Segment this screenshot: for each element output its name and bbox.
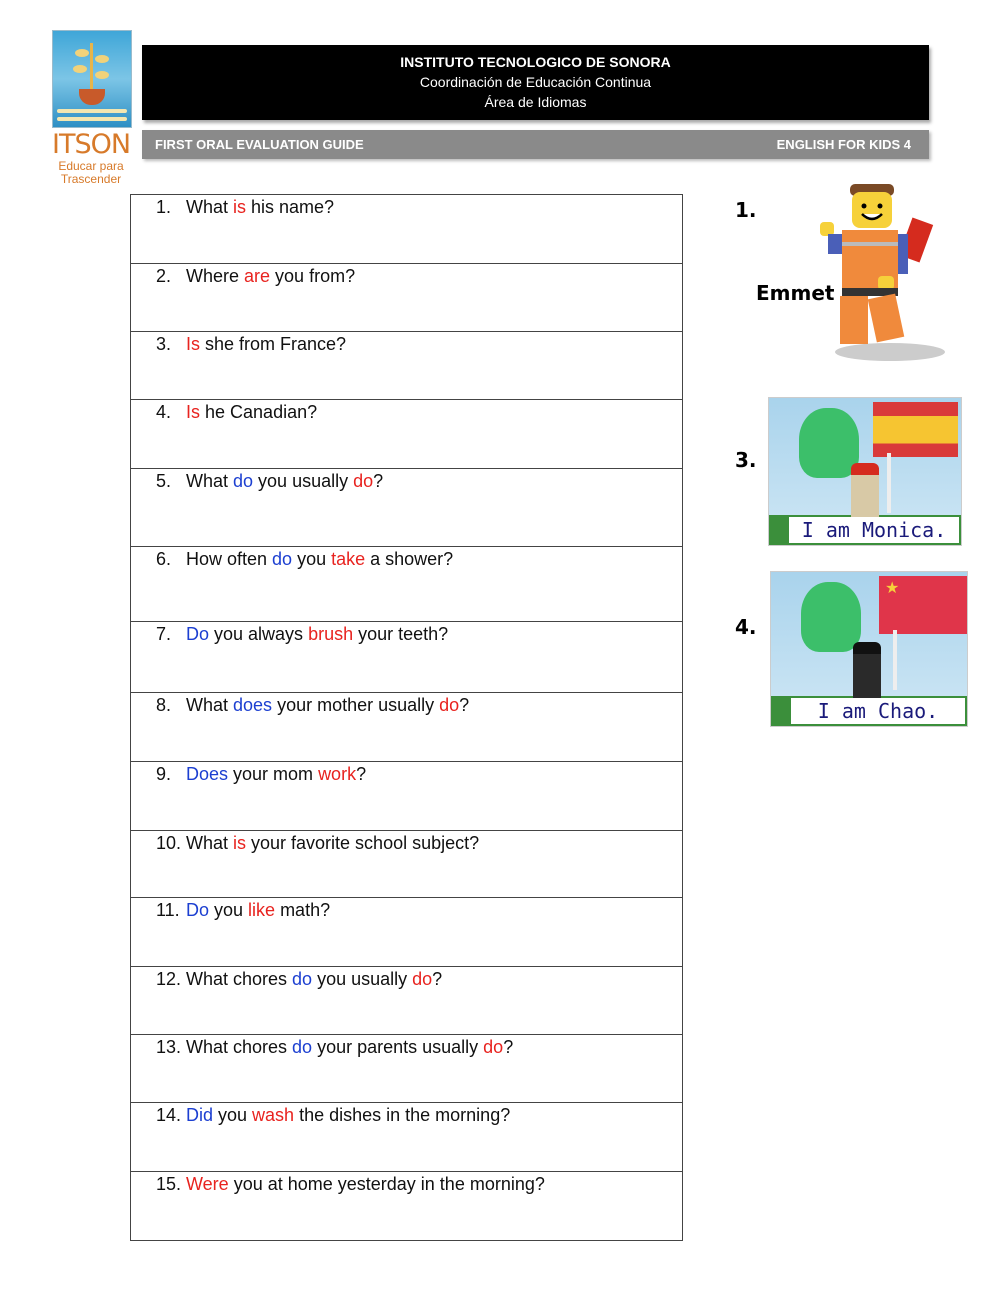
- question-text-part: What chores: [186, 1037, 293, 1057]
- question-text-part: What chores: [186, 969, 293, 989]
- highlighted-verb: is: [233, 833, 247, 853]
- question-cell: [131, 1172, 683, 1241]
- question-text-part: the dishes in the morning?: [294, 1105, 511, 1125]
- question-number: 10.: [156, 833, 182, 853]
- question-text-part: your teeth?: [353, 624, 449, 644]
- question-number: 9.: [156, 764, 172, 784]
- question-row: [131, 469, 683, 547]
- highlighted-verb: do: [353, 471, 374, 491]
- logo-tagline: Educar para Trascender: [58, 159, 124, 186]
- question-text-part: Where: [186, 266, 245, 286]
- question-text: [186, 334, 682, 355]
- question-row: [131, 400, 683, 469]
- picture-number-3: 3.: [735, 448, 757, 472]
- question-text-part: your favorite school subject?: [246, 833, 480, 853]
- question-text: [186, 471, 682, 492]
- question-number: 4.: [156, 402, 172, 422]
- highlighted-verb: like: [248, 900, 276, 920]
- institution-header: [142, 45, 929, 120]
- question-cell: [131, 967, 683, 1035]
- questions-table: [130, 194, 683, 1241]
- question-row: [131, 967, 683, 1035]
- question-cell: [131, 547, 683, 622]
- question-text-part: ?: [459, 695, 470, 715]
- highlighted-auxiliary: Do: [186, 624, 210, 644]
- china-flag-icon: ★: [879, 576, 967, 634]
- question-text-part: you usually: [312, 969, 413, 989]
- question-text-part: ?: [503, 1037, 514, 1057]
- highlighted-verb: Were: [186, 1174, 229, 1194]
- question-text-part: you: [209, 900, 249, 920]
- department-name: Coordinación de Educación Continua: [419, 74, 652, 90]
- question-text-part: you: [213, 1105, 253, 1125]
- question-row: [131, 898, 683, 967]
- highlighted-verb: Is: [186, 402, 201, 422]
- question-row: [131, 264, 683, 332]
- highlighted-verb: are: [244, 266, 271, 286]
- highlighted-verb: do: [412, 969, 433, 989]
- question-text-part: you always: [209, 624, 309, 644]
- question-text-part: his name?: [246, 197, 335, 217]
- question-number: 12.: [156, 969, 182, 989]
- question-number: 11.: [156, 900, 180, 920]
- question-cell: [131, 831, 683, 898]
- guide-title: FIRST ORAL EVALUATION GUIDE: [155, 137, 364, 152]
- highlighted-auxiliary: do: [233, 471, 254, 491]
- highlighted-verb: work: [318, 764, 357, 784]
- monica-caption: I am Monica.: [789, 517, 959, 543]
- logo-name: ITSON: [52, 129, 131, 160]
- emmet-label: Emmet: [756, 281, 835, 305]
- highlighted-verb: brush: [308, 624, 354, 644]
- question-cell: [131, 469, 683, 547]
- question-text: [186, 969, 682, 990]
- question-number: 13.: [156, 1037, 182, 1057]
- highlighted-auxiliary: Did: [186, 1105, 214, 1125]
- question-text: [186, 624, 682, 645]
- question-row: [131, 622, 683, 693]
- question-cell: [131, 762, 683, 831]
- question-text-part: you from?: [270, 266, 356, 286]
- question-number: 6.: [156, 549, 172, 569]
- question-text-part: How often: [186, 549, 273, 569]
- question-row: [131, 195, 683, 264]
- question-cell: [131, 195, 683, 264]
- question-text-part: What: [186, 471, 234, 491]
- question-text-part: ?: [432, 969, 443, 989]
- question-number: 8.: [156, 695, 172, 715]
- question-text-part: your parents usually: [312, 1037, 484, 1057]
- emmet-lego-figure-image: [810, 180, 950, 365]
- question-number: 15.: [156, 1174, 182, 1194]
- question-number: 5.: [156, 471, 172, 491]
- question-number: 1.: [156, 197, 172, 217]
- question-cell: [131, 264, 683, 332]
- chao-china-image: [770, 571, 968, 727]
- question-text-part: you usually: [253, 471, 354, 491]
- question-text-part: he Canadian?: [200, 402, 318, 422]
- highlighted-verb: wash: [252, 1105, 295, 1125]
- question-text-part: math?: [275, 900, 331, 920]
- highlighted-verb: Is: [186, 334, 201, 354]
- course-name: ENGLISH FOR KIDS 4: [776, 137, 911, 152]
- question-text: [186, 764, 682, 785]
- highlighted-auxiliary: Does: [186, 764, 229, 784]
- highlighted-verb: do: [483, 1037, 504, 1057]
- question-row: [131, 762, 683, 831]
- question-text-part: What: [186, 695, 234, 715]
- question-cell: [131, 693, 683, 762]
- highlighted-verb: is: [233, 197, 247, 217]
- question-text: [186, 833, 682, 854]
- highlighted-verb: take: [331, 549, 366, 569]
- question-number: 2.: [156, 266, 172, 286]
- question-row: [131, 831, 683, 898]
- question-text-part: you at home yesterday in the morning?: [228, 1174, 545, 1194]
- highlighted-verb: do: [439, 695, 460, 715]
- question-text-part: ?: [356, 764, 367, 784]
- itson-logo: [52, 30, 130, 186]
- guide-title-bar: [142, 130, 929, 159]
- question-cell: [131, 400, 683, 469]
- institution-name: INSTITUTO TECNOLOGICO DE SONORA: [400, 54, 671, 70]
- highlighted-auxiliary: does: [233, 695, 273, 715]
- question-text: [186, 1174, 682, 1195]
- highlighted-auxiliary: do: [292, 969, 313, 989]
- question-text-part: she from France?: [200, 334, 347, 354]
- spain-flag-icon: [873, 402, 958, 457]
- picture-number-4: 4.: [735, 615, 757, 639]
- question-text: [186, 197, 682, 218]
- question-text-part: your mother usually: [272, 695, 440, 715]
- question-cell: [131, 1035, 683, 1103]
- question-row: [131, 1103, 683, 1172]
- area-name: Área de Idiomas: [484, 94, 587, 110]
- question-number: 3.: [156, 334, 172, 354]
- highlighted-auxiliary: Do: [186, 900, 210, 920]
- question-text: [186, 1037, 682, 1058]
- highlighted-auxiliary: do: [272, 549, 293, 569]
- question-cell: [131, 332, 683, 400]
- question-row: [131, 1035, 683, 1103]
- question-cell: [131, 898, 683, 967]
- question-row: [131, 693, 683, 762]
- question-cell: [131, 1103, 683, 1172]
- question-row: [131, 547, 683, 622]
- question-text-part: a shower?: [365, 549, 454, 569]
- question-cell: [131, 622, 683, 693]
- question-text: [186, 900, 682, 921]
- question-text: [186, 549, 682, 570]
- question-text-part: you: [292, 549, 332, 569]
- question-text-part: What: [186, 833, 234, 853]
- question-text-part: What: [186, 197, 234, 217]
- chao-caption: I am Chao.: [791, 698, 965, 724]
- question-text: [186, 695, 682, 716]
- question-text: [186, 402, 682, 423]
- question-text-part: ?: [373, 471, 384, 491]
- question-number: 14.: [156, 1105, 182, 1125]
- question-text: [186, 266, 682, 287]
- logo-emblem-icon: [52, 30, 132, 128]
- question-text-part: your mom: [228, 764, 319, 784]
- question-row: [131, 1172, 683, 1241]
- question-row: [131, 332, 683, 400]
- highlighted-auxiliary: do: [292, 1037, 313, 1057]
- question-number: 7.: [156, 624, 172, 644]
- question-text: [186, 1105, 682, 1126]
- picture-number-1: 1.: [735, 198, 757, 222]
- monica-spain-image: [768, 397, 962, 546]
